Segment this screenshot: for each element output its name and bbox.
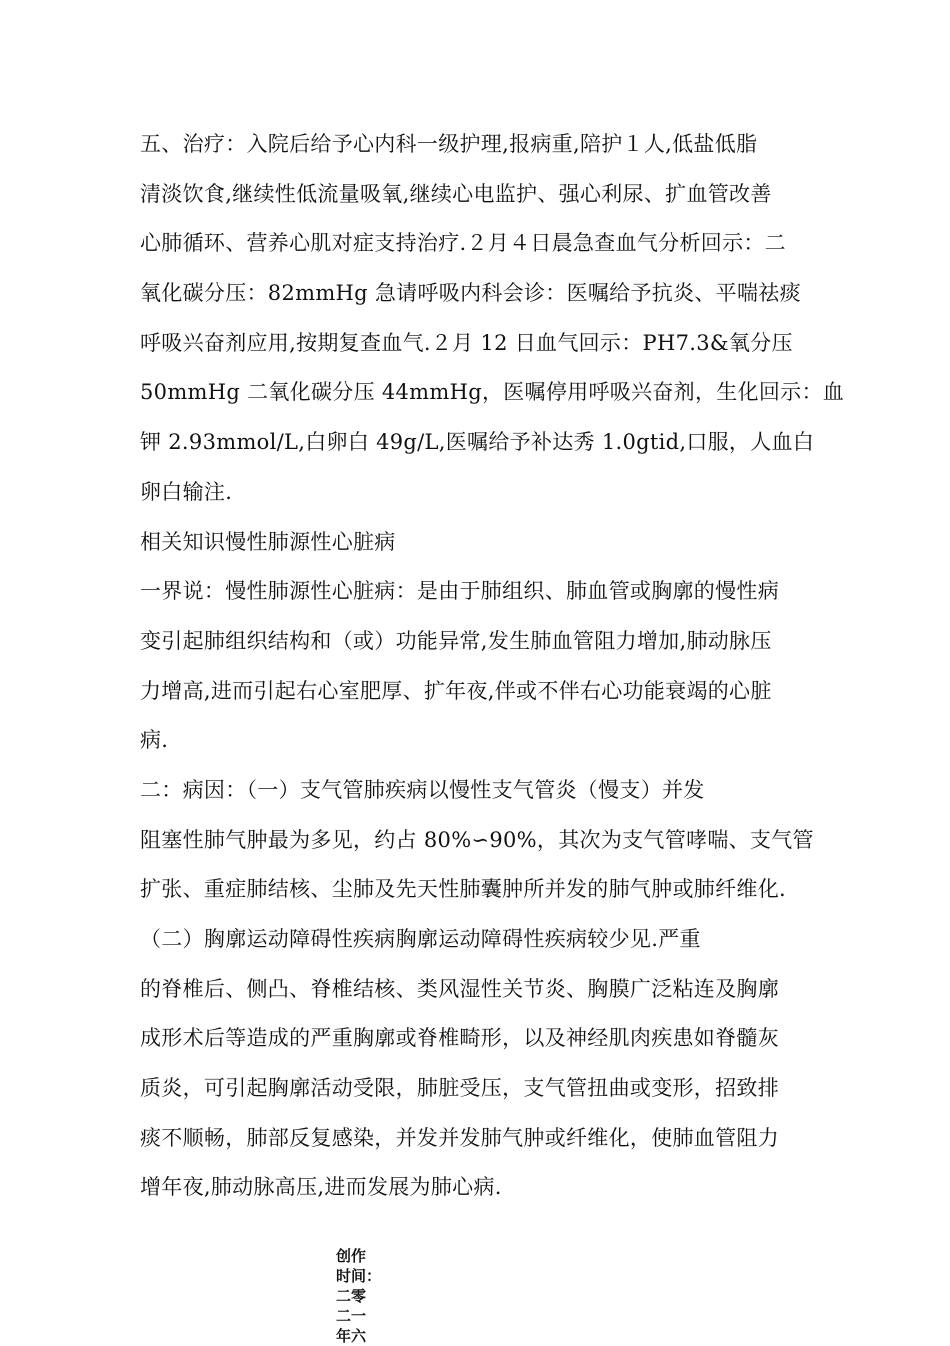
text-line: 卵白输注. — [140, 479, 233, 504]
footer-line: 时间： — [336, 1267, 382, 1285]
text-line: 阻塞性肺气肿最为多见，约占 80%∽90%，其次为支气管哮喘、支气管 — [140, 827, 814, 852]
text-line: 病. — [140, 728, 169, 753]
text-line: 力增高,进而引起右心室肥厚、扩年夜,伴或不伴右心功能衰竭的心脏 — [140, 678, 772, 703]
section-heading: 相关知识慢性肺源性心脏病 — [140, 529, 396, 554]
text-line: 成形术后等造成的严重胸廓或脊椎畸形，以及神经肌肉疾患如脊髓灰 — [140, 1026, 779, 1051]
footer-line: 年六 — [336, 1327, 367, 1345]
text-line: 质炎，可引起胸廓活动受限，肺脏受压，支气管扭曲或变形，招致排 — [140, 1076, 779, 1101]
text-line: 增年夜,肺动脉高压,进而发展为肺心病. — [140, 1175, 502, 1200]
footer-line: 二零 — [336, 1287, 367, 1305]
text-line: 钾 2.93mmol/L,白卵白 49g/L,医嘱给予补达秀 1.0gtid,口服，人血白 — [140, 430, 815, 455]
text-line: 五、治疗：入院后给予心内科一级护理,报病重,陪护１人,低盐低脂 — [140, 132, 758, 156]
text-line: 二：病因：（一）支气管肺疾病以慢性支气管炎（慢支）并发 — [140, 777, 705, 802]
text-line: 呼吸兴奋剂应用,按期复查血气.２月 12 日血气回示：PH7.3&氧分压 — [140, 330, 793, 355]
creation-time-note — [336, 1246, 382, 1346]
text-line: 痰不顺畅，肺部反复感染，并发并发肺气肿或纤维化，使肺血管阻力 — [140, 1125, 779, 1150]
document-body — [140, 120, 845, 1213]
text-line: 氧化碳分压：82mmHg 急请呼吸内科会诊：医嘱给予抗炎、平喘祛痰 — [140, 281, 801, 306]
footer-line: 创作 — [336, 1247, 367, 1265]
text-line: 变引起肺组织结构和（或）功能异常,发生肺血管阻力增加,肺动脉压 — [140, 628, 772, 653]
text-line: 的脊椎后、侧凸、脊椎结核、类风湿性关节炎、胸膜广泛粘连及胸廓 — [140, 976, 779, 1001]
text-line: 心肺循环、营养心肌对症支持治疗.２月４日晨急查血气分析回示：二 — [140, 231, 786, 256]
text-line: 一界说：慢性肺源性心脏病：是由于肺组织、肺血管或胸廓的慢性病 — [140, 579, 779, 604]
text-line: 扩张、重症肺结核、尘肺及先天性肺囊肿所并发的肺气肿或肺纤维化. — [140, 877, 786, 902]
text-line: 50mmHg 二氧化碳分压 44mmHg，医嘱停用呼吸兴奋剂，生化回示：血 — [140, 380, 845, 405]
text-line: 清淡饮食,继续性低流量吸氧,继续心电监护、强心利尿、扩血管改善 — [140, 181, 772, 206]
footer-line: 二一 — [336, 1307, 367, 1325]
text-line: （二）胸廓运动障碍性疾病胸廓运动障碍性疾病较少见.严重 — [140, 927, 701, 951]
